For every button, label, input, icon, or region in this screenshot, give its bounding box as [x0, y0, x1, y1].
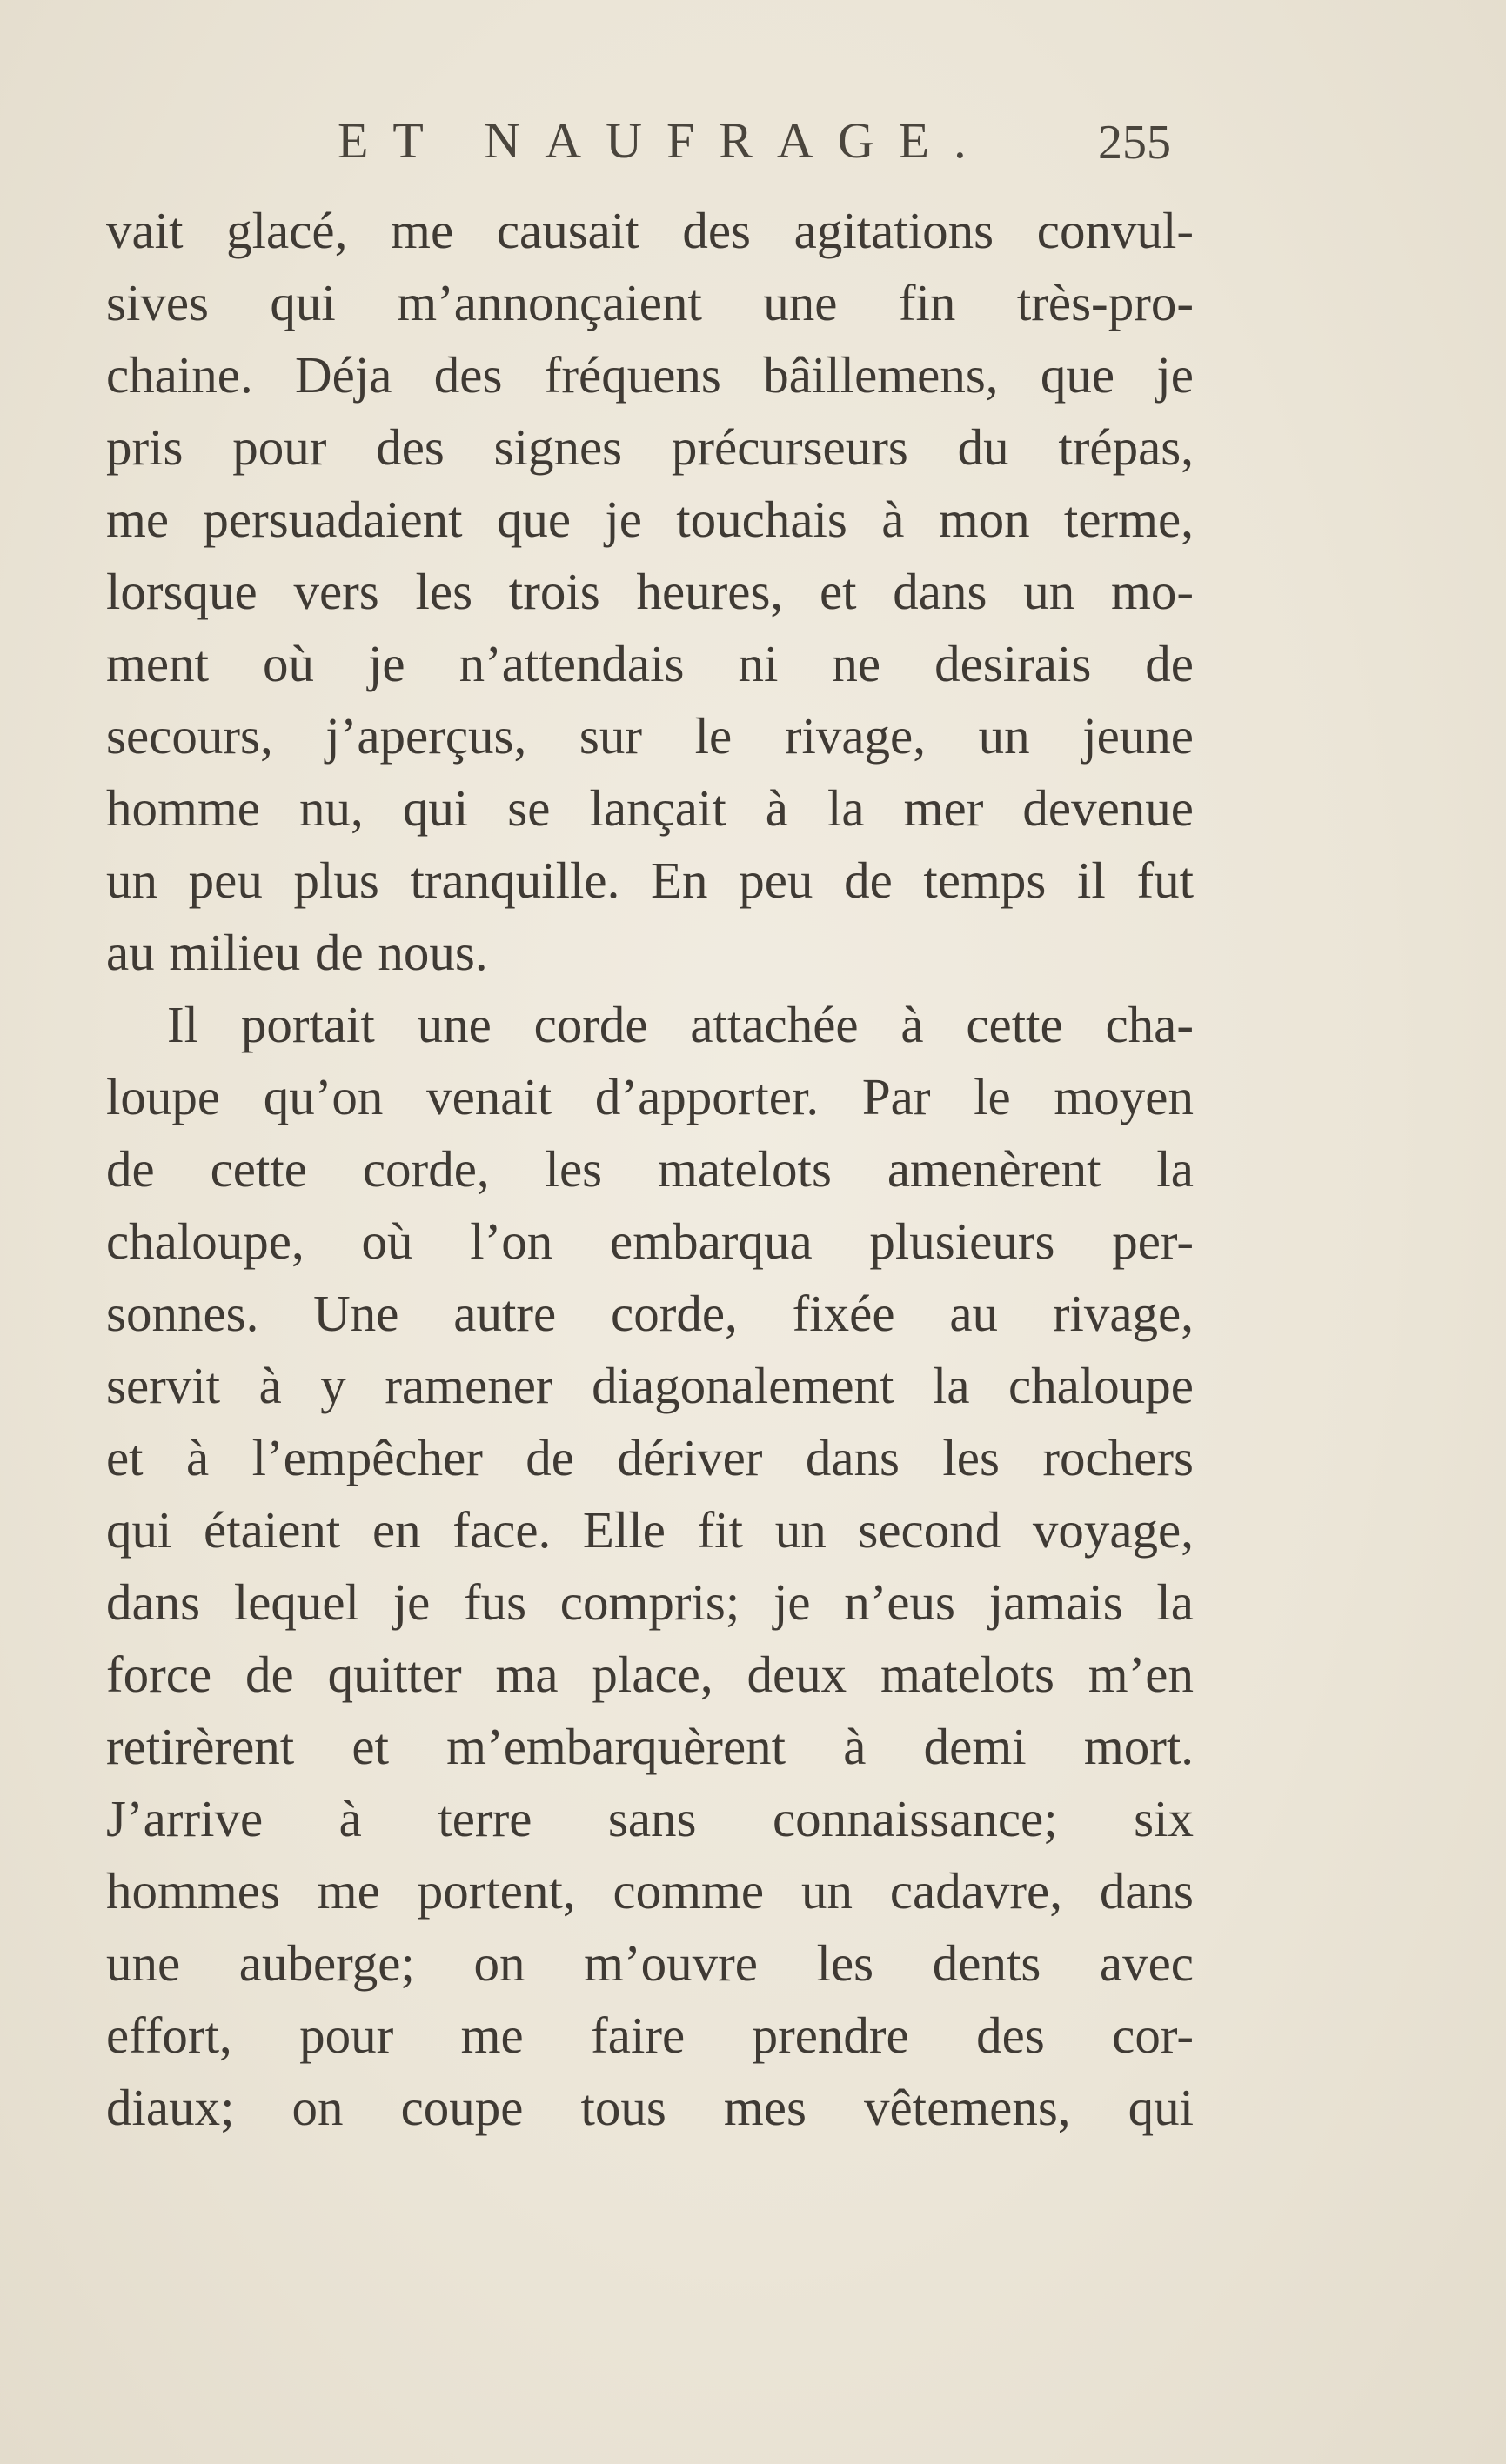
text-line: ment où je n’attendais ni ne desirais de — [106, 635, 1194, 692]
text-line: chaine. Déja des fréquens bâillemens, que je — [106, 346, 1194, 404]
text-line: lorsque vers les trois heures, et dans un mo- — [106, 563, 1194, 620]
text-line: secours, j’aperçus, sur le rivage, un jeune — [106, 707, 1194, 765]
text-line: vait glacé, me causait des agitations convul- — [106, 202, 1194, 259]
text-line: de cette corde, les matelots amenèrent la — [106, 1140, 1194, 1198]
text-line: pris pour des signes précurseurs du trépas, — [106, 418, 1194, 476]
text-line: servit à y ramener diagonalement la chaloupe — [106, 1357, 1194, 1414]
text-line: effort, pour me faire prendre des cor- — [106, 2007, 1194, 2064]
text-line: qui étaient en face. Elle fit un second voyage, — [106, 1501, 1194, 1559]
text-line: hommes me portent, comme un cadavre, dans — [106, 1862, 1194, 1920]
text-line: un peu plus tranquille. En peu de temps il fut — [106, 851, 1194, 909]
text-line: Il portait une corde attachée à cette cha- — [167, 996, 1194, 1053]
text-line: homme nu, qui se lançait à la mer devenue — [106, 779, 1194, 837]
text-line: J’arrive à terre sans connaissance; six — [106, 1790, 1194, 1847]
text-line: une auberge; on m’ouvre les dents avec — [106, 1934, 1194, 1992]
text-line: force de quitter ma place, deux matelots m’en — [106, 1646, 1194, 1703]
body-text — [106, 195, 1194, 2144]
text-line: sonnes. Une autre corde, fixée au rivage, — [106, 1285, 1194, 1342]
text-line: retirèrent et m’embarquèrent à demi mort. — [106, 1718, 1194, 1775]
running-head: ET NAUFRAGE. — [338, 112, 991, 169]
text-line: sives qui m’annonçaient une fin très-pro- — [106, 274, 1194, 331]
text-line: dans lequel je fus compris; je n’eus jamais la — [106, 1573, 1194, 1631]
text-line: et à l’empêcher de dériver dans les rochers — [106, 1429, 1194, 1486]
text-line: au milieu de nous. — [106, 924, 488, 981]
text-line: me persuadaient que je touchais à mon terme, — [106, 491, 1194, 548]
page-number: 255 — [1098, 116, 1171, 170]
text-line: diaux; on coupe tous mes vêtemens, qui — [106, 2079, 1194, 2136]
text-line: chaloupe, où l’on embarqua plusieurs per- — [106, 1212, 1194, 1270]
text-line: loupe qu’on venait d’apporter. Par le moyen — [106, 1068, 1194, 1125]
